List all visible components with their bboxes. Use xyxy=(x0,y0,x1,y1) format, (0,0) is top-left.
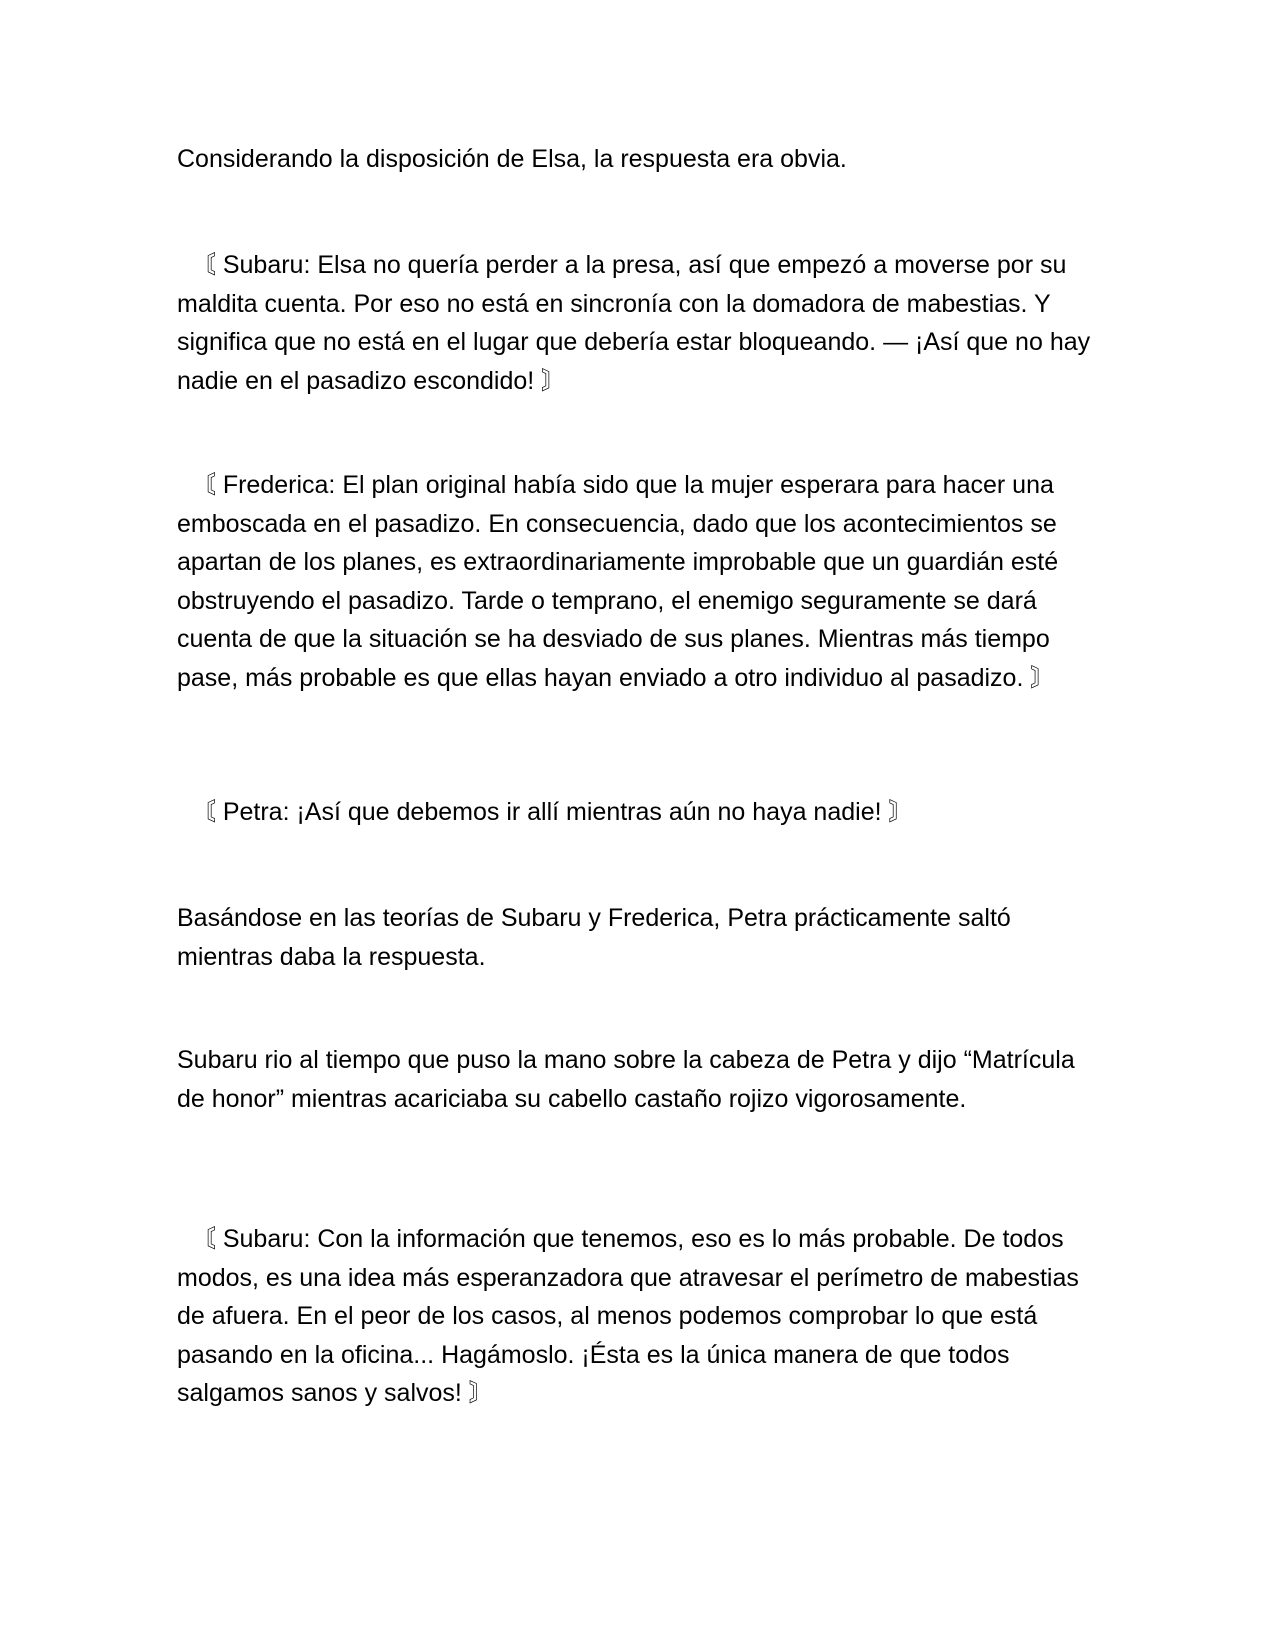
paragraph-narration-2: Basándose en las teorías de Subaru y Frederica, Petra prácticamente saltó mientras daba la respuesta. xyxy=(177,904,1011,971)
paragraph-dialogue-petra: 〘 Petra: ¡Así que debemos ir allí mientras aún no haya nadie! 〙 xyxy=(177,798,914,826)
paragraph-dialogue-subaru-2: 〘 Subaru: Con la información que tenemos, eso es lo más probable. De todos modos, es una idea más esperanzadora que atravesar el perímetro de mabestias de afuera. En el peor de los casos, al menos podemos comprobar lo que está pasando en la oficina... Hagámoslo. ¡Ésta es la única manera de que todos salgamos sanos y salvos! 〙 xyxy=(177,1225,1079,1407)
paragraph-narration-1: Considerando la disposición de Elsa, la respuesta era obvia. xyxy=(177,145,847,173)
paragraph-dialogue-frederica: 〘 Frederica: El plan original había sido que la mujer esperara para hacer una emboscada en el pasadizo. En consecuencia, dado que los acontecimientos se apartan de los planes, es extraordinariamente improbable que un guardián esté obstruyendo el pasadizo. Tarde o temprano, el enemigo seguramente se dará cuenta de que la situación se ha desviado de sus planes. Mientras más tiempo pase, más probable es que ellas hayan enviado a otro individuo al pasadizo. 〙 xyxy=(177,471,1059,692)
paragraph-narration-3: Subaru rio al tiempo que puso la mano sobre la cabeza de Petra y dijo “Matrícula de honor” mientras acariciaba su cabello castaño rojizo vigorosamente. xyxy=(177,1046,1075,1113)
paragraph-dialogue-subaru-1: 〘 Subaru: Elsa no quería perder a la presa, así que empezó a moverse por su maldita cuenta. Por eso no está en sincronía con la domadora de mabestias. Y significa que no está en el lugar que debería estar bloqueando. — ¡Así que no hay nadie en el pasadizo escondido! 〙 xyxy=(177,251,1091,395)
